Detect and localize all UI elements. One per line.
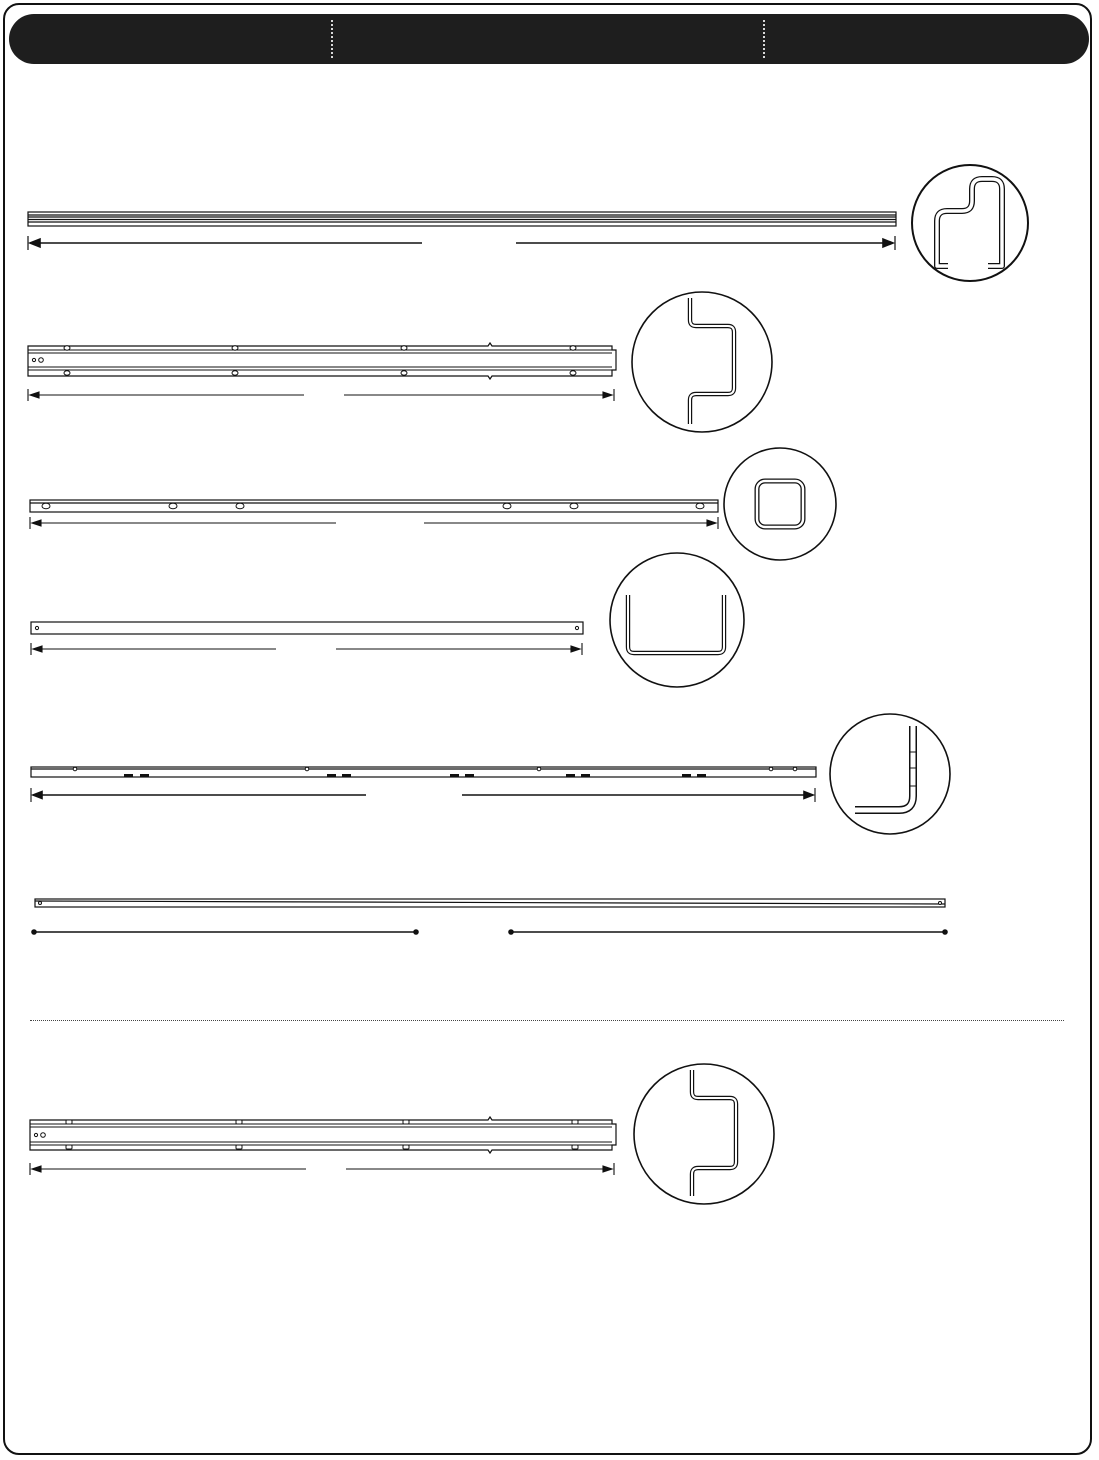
part-7-dimension-line bbox=[30, 1163, 614, 1175]
hat-channel-profile-icon-2 bbox=[632, 1062, 776, 1206]
